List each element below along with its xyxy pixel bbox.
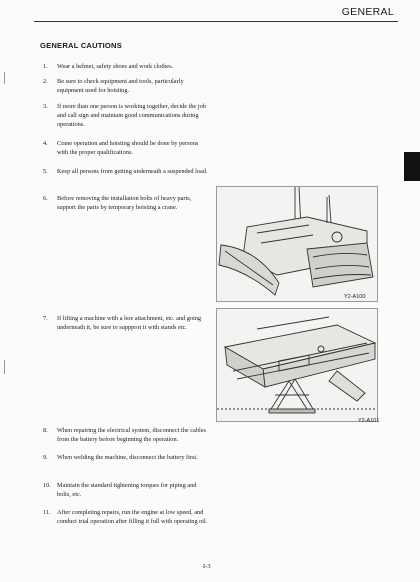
figure-caption: Y2-A101 <box>358 418 380 424</box>
list-item <box>43 481 211 499</box>
list-item <box>43 508 211 526</box>
item-text: Be sure to check equipment and tools, particularly equipment used for hoisting. <box>57 78 184 94</box>
page-header-title: GENERAL <box>341 6 394 18</box>
header-rule <box>34 21 398 22</box>
machine-on-stand-illustration <box>217 309 377 421</box>
item-number: 5. <box>43 168 48 175</box>
binding-mark <box>4 72 5 84</box>
list-item <box>43 453 211 462</box>
list-item <box>43 62 211 71</box>
section-tab-marker <box>404 152 420 181</box>
item-text: Maintain the standard tightening torques for piping and bolts, etc. <box>57 482 197 498</box>
item-number: 6. <box>43 195 48 202</box>
item-text: If more than one person is working together, decide the job and call sign and maintain good communications during operations. <box>57 103 206 128</box>
figure-machine-on-stand <box>216 308 378 422</box>
item-number: 3. <box>43 103 48 110</box>
list-item <box>43 167 211 176</box>
item-text: When repairing the electrical system, disconnect the cables from the battery before beginning the operation. <box>57 427 206 443</box>
item-number: 10. <box>43 482 51 489</box>
item-number: 2. <box>43 78 48 85</box>
item-text: Wear a helmet, safety shoes and work clothes. <box>57 63 174 70</box>
item-text: When welding the machine, disconnect the battery first. <box>57 454 198 461</box>
page-number: I-3 <box>203 563 211 570</box>
figure-dozer-hoisting <box>216 186 378 302</box>
item-number: 4. <box>43 140 48 147</box>
item-text: Crane operation and hoisting should be done by persons with the proper qualifications. <box>57 140 199 156</box>
item-text: Before removing the installation bolts of heavy parts, support the parts by temporary hoisting a crane. <box>57 195 192 211</box>
item-text: If lifting a machine with a hoe attachment, etc. and going underneath it, be sure to suppport it with stands etc. <box>57 315 202 331</box>
list-item <box>43 314 211 332</box>
list-item <box>43 426 211 444</box>
item-number: 7. <box>43 315 48 322</box>
figure-caption: Y2-A100 <box>344 294 366 300</box>
item-text: After completing repairs, run the engine at low speed, and conduct trial operation after filling it full with operating oil. <box>57 509 208 525</box>
list-item <box>43 194 211 212</box>
item-number: 9. <box>43 454 48 461</box>
list-item <box>43 102 211 129</box>
item-number: 11. <box>43 509 51 516</box>
binding-mark <box>4 360 5 374</box>
item-number: 1. <box>43 63 48 70</box>
list-item <box>43 77 211 95</box>
section-title: GENERAL CAUTIONS <box>40 41 122 50</box>
list-item <box>43 139 211 157</box>
item-text: Keep all persons from getting underneath a suspended load. <box>57 168 208 175</box>
dozer-hoisting-illustration <box>217 187 377 301</box>
item-number: 8. <box>43 427 48 434</box>
